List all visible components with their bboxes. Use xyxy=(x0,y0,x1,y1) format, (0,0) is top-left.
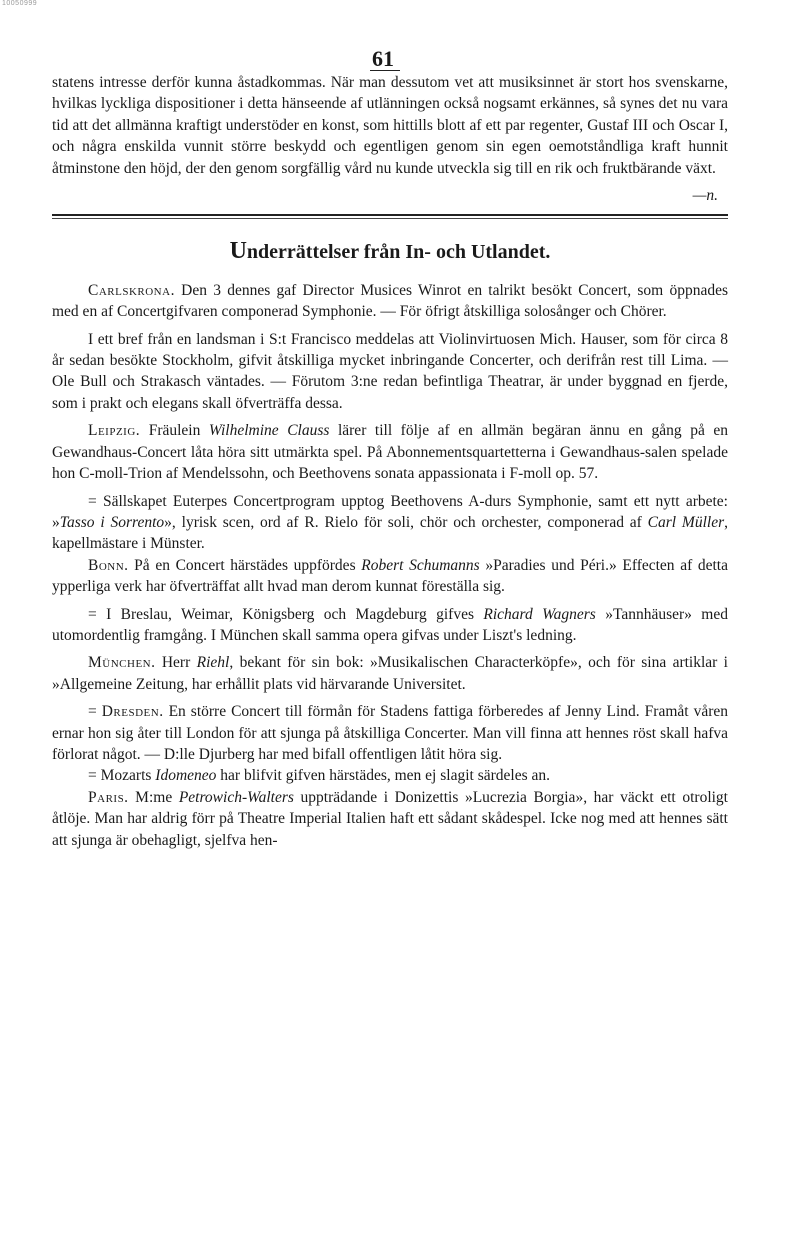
news-text: »Tannhäuser» med utomordentlig framgång. I München skall samma opera gifvas under Liszt's ledning. xyxy=(52,605,728,644)
place-name: Leipzig. xyxy=(88,422,141,440)
news-text: = I Breslau, Weimar, Königsberg och Magdeburg gifves xyxy=(88,605,484,623)
author-signature: —n. xyxy=(692,187,718,205)
news-text: Den 3 dennes gaf Director Musices Winrot en talrikt besökt Concert, som öppnades med en af Concertgifvaren componerad Symphonie. — För öfrigt åtskilliga solosånger och Chörer. xyxy=(52,281,728,321)
news-text: Herr xyxy=(155,654,197,672)
person-name: Richard Wagners xyxy=(483,605,596,623)
place-name: Dresden. xyxy=(101,703,164,721)
news-item-euterpe xyxy=(52,491,728,555)
news-item-tannhauser xyxy=(52,604,728,647)
news-text: »Paradies und Péri.» Effecten af detta ypperliga verk har öfverträffat allt hvad man derom kunnat föreställa sig. xyxy=(52,556,728,596)
news-text: = Mozarts xyxy=(88,767,156,785)
news-text: På en Concert härstädes uppfördes xyxy=(128,556,362,574)
news-text: = Sällskapet Euterpes Concertprogram upptog Beethovens A-durs Symphonie, samt ett nytt arbete: » xyxy=(52,492,728,531)
news-text: », lyrisk scen, ord af R. Rielo för soli, chör och orchester, componerad af xyxy=(164,513,648,531)
news-item-san-francisco xyxy=(52,329,728,415)
page-number: 61 xyxy=(372,46,394,71)
news-item-dresden xyxy=(52,701,728,765)
news-text: uppträdande i Donizettis »Lucrezia Borgia», har väckt ett otroligt åtlöje. Man har aldrig förr på Theatre Imperial Italien haft ett sådant skådespel. Icke nog med att hennes sätt att sjunga är obehagligt, sjelfva hen- xyxy=(52,788,728,849)
news-text: I ett bref från en landsman i S:t Francisco meddelas att Violinvirtuosen Mich. Hauser, som för circa 8 år sedan besökte Stockholm, gifvit åtskilliga mycket inbringande Concerter, och derifrån rest till Lima. — Ole Bull och Strakasch väntades. — Förutom 3:ne redan befintliga Theatrar, är under byggnad en fjerde, som i prakt och elegans skall öfverträffa dessa. xyxy=(52,330,728,412)
place-name: Paris. xyxy=(88,788,129,806)
work-title: Tasso i Sorrento xyxy=(59,513,165,531)
archive-stamp: 10050999 xyxy=(2,0,38,7)
news-text: , kapellmästare i Münster. xyxy=(52,513,728,553)
news-item-karlskrona xyxy=(52,280,728,323)
news-item-bonn xyxy=(52,555,728,598)
news-item-leipzig xyxy=(52,420,728,484)
section-title xyxy=(52,238,728,265)
person-name: Wilhelmine Clauss xyxy=(208,422,330,440)
intro-paragraph: statens intresse derför kunna åstadkommas. När man dessutom vet att musiksinnet är stort hos svenskarne, hvilkas lyckliga dispositioner i detta hänseende af utlänningen också nogsamt erkännes, så synes det nu vara tid att det allmänna kraftigt understöder en konst, som hittills blott af ett par regenter, Gustaf III och Oscar I, och några enskilda vunnit större beskydd och egentligen genom sin egen oemotståndliga kraft hunnit åtminstone den höjd, der den genom sorgfällig vård nu kunde utveckla sig till en rik och fruktbärande växt. xyxy=(52,74,728,177)
news-text: = xyxy=(88,703,102,721)
person-name: Petrowich-Walters xyxy=(178,788,294,806)
news-item-munchen xyxy=(52,652,728,695)
section-divider-thin xyxy=(52,218,728,219)
news-text: Fräulein xyxy=(140,422,209,440)
section-title-rest: nderrättelser från In- och Utlandet. xyxy=(246,241,551,264)
work-title: Idomeneo xyxy=(155,767,217,785)
news-text: M:me xyxy=(128,788,179,806)
person-name: Carl Müller xyxy=(647,513,725,531)
news-text: har blifvit gifven härstädes, men ej slagit särdeles an. xyxy=(216,767,550,785)
news-item-idomeneo xyxy=(52,765,728,786)
news-text: , bekant för sin bok: »Musikalischen Characterköpfe», och för sina artiklar i »Allgemeine Zeitung, har erhållit plats vid härvarande Universitet. xyxy=(52,654,728,693)
news-text: En större Concert till förmån för Stadens fattiga förberedes af Jenny Lind. Framåt våren ernar hon sig åter till London för att sjunga på åtskilliga Concerter. Man vill finna att hennes röst skall hafva förlorat något. — D:lle Djurberg har med bifall offentligen låtit höra sig. xyxy=(52,703,728,763)
page-number-rule xyxy=(370,70,400,71)
section-title-initial: U xyxy=(229,238,247,265)
place-name: München. xyxy=(88,654,156,672)
news-text: lärer till följe af en allmän begäran ännu en gång på en Gewandhaus-Concert låta höra sitt utmärkta spel. På Abonnementsquartetterna i Gewandhaus-salen spelade hon C-moll-Trion af Mendelssohn, och Beethovens sonata appassionata i F-moll op. 57. xyxy=(52,422,729,483)
section-divider xyxy=(52,214,728,216)
place-name: Bonn. xyxy=(88,556,129,574)
person-name: Robert Schumanns xyxy=(361,556,480,574)
news-item-paris xyxy=(52,787,728,851)
person-name: Riehl xyxy=(196,654,230,672)
page-body xyxy=(52,72,728,851)
place-name: Carlskrona. xyxy=(88,281,175,299)
